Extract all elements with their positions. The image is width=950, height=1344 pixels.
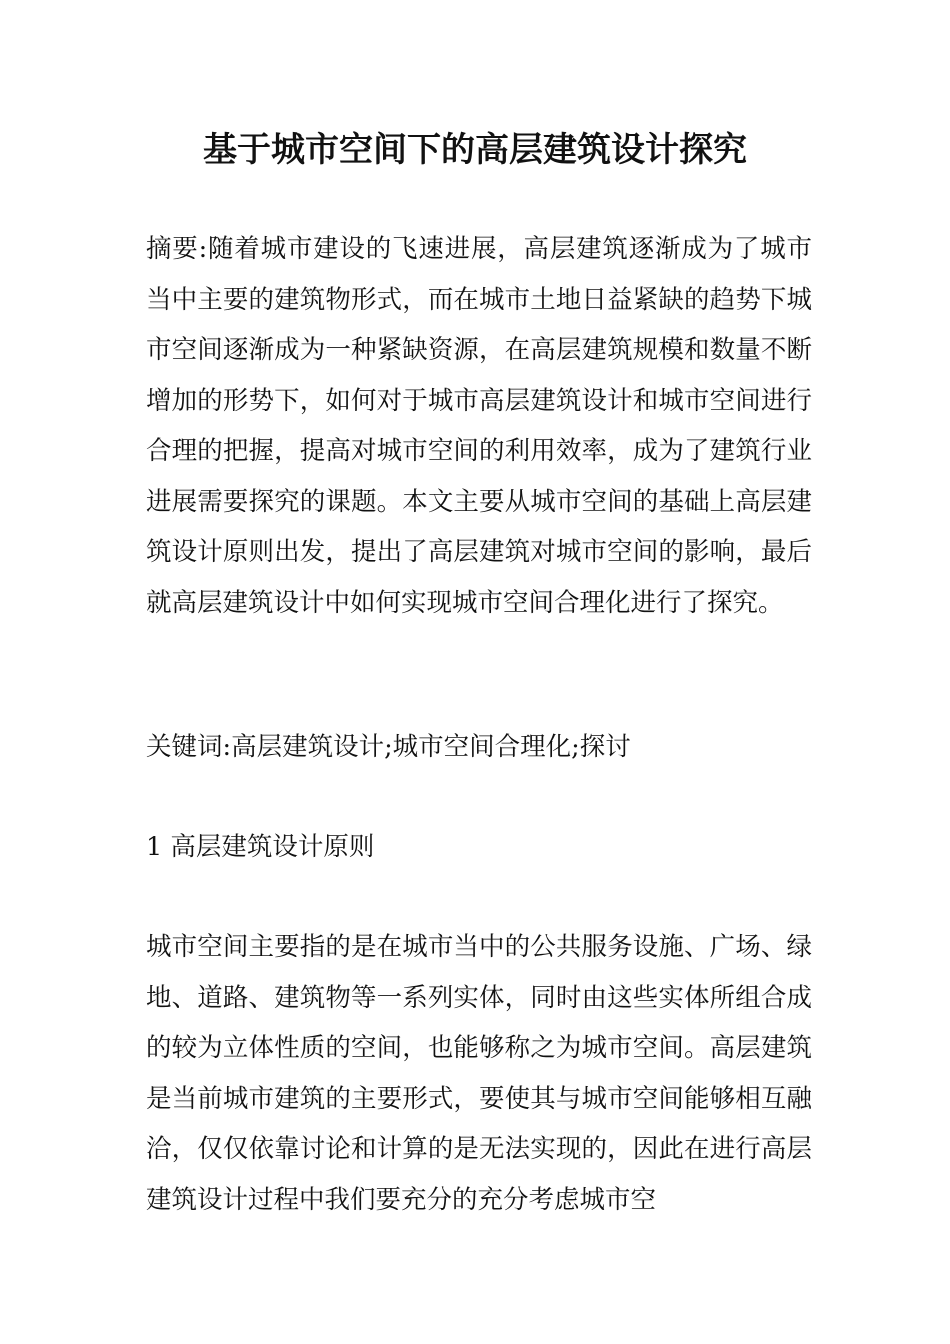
body-paragraph: 城市空间主要指的是在城市当中的公共服务设施、广场、绿地、道路、建筑物等一系列实体，同时由这些实体所组合成的较为立体性质的空间，也能够称之为城市空间。高层建筑是当前城市建筑的主要形式，要使其与城市空间能够相互融洽，仅仅依靠讨论和计算的是无法实现的，因此在进行高层建筑设计过程中我们要充分的充分考虑城市空 — [146, 932, 812, 1215]
keywords-line: 关键词:高层建筑设计;城市空间合理化;探讨 — [146, 732, 631, 762]
abstract-paragraph: 摘要:随着城市建设的飞速进展，高层建筑逐渐成为了城市当中主要的建筑物形式，而在城市土地日益紧缺的趋势下城市空间逐渐成为一种紧缺资源，在高层建筑规模和数量不断增加的形势下，如何对于城市高层建筑设计和城市空间进行合理的把握，提高对城市空间的利用效率，成为了建筑行业进展需要探究的课题。本文主要从城市空间的基础上高层建筑设计原则出发，提出了高层建筑对城市空间的影响，最后就高层建筑设计中如何实现城市空间合理化进行了探究。 — [146, 234, 812, 618]
document-title: 基于城市空间下的高层建筑设计探究 — [203, 130, 747, 170]
section-heading: 1 高层建筑设计原则 — [146, 832, 375, 862]
